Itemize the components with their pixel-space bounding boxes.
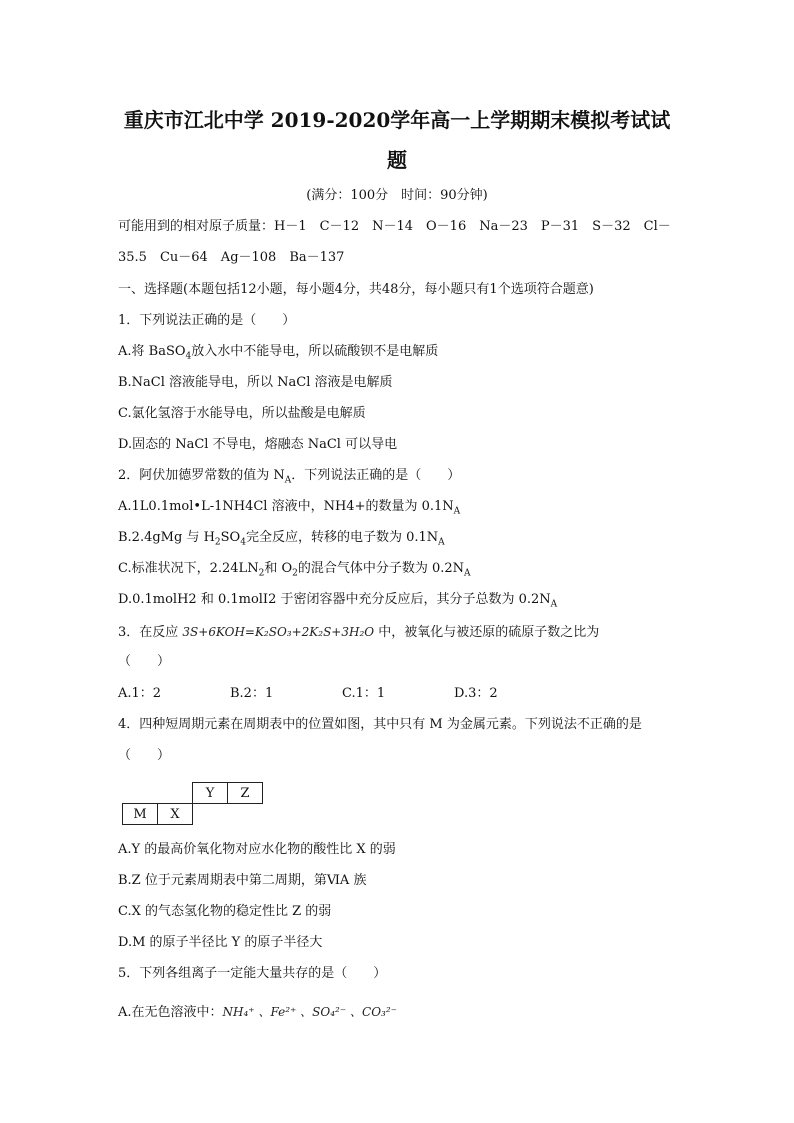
q3-stem-text: 3．在反应	[118, 625, 179, 640]
question-4-paren: （ ）	[118, 748, 171, 763]
q2-c-sub1: 2	[258, 568, 265, 579]
question-4-option-b: B.Z 位于元素周期表中第二周期，第ⅥA 族	[118, 873, 367, 888]
q3-equation: 3S+6KOH=K₂SO₃+2K₂S+3H₂O	[182, 625, 375, 639]
q1-a-sub: 4	[185, 351, 192, 362]
question-3-stem	[118, 622, 688, 643]
cell-y: Y	[193, 783, 228, 804]
question-2-option-d	[118, 590, 688, 615]
q2-b-mid: SO	[220, 530, 241, 545]
question-1-option-d: D.固态的 NaCl 不导电，熔融态 NaCl 可以导电	[118, 437, 398, 452]
question-5-option-a	[118, 1002, 688, 1023]
question-4-stem: 4．四种短周期元素在周期表中的位置如图，其中只有 M 为金属元素。下列说法不正确的是	[118, 717, 642, 732]
q3-option-a: A.1：2	[118, 686, 162, 701]
q2-b-text-post: 完全反应，转移的电子数为 0.1N	[245, 530, 439, 545]
atomic-mass-line2: 35.5 Cu－64 Ag－108 Ba－137	[118, 250, 345, 265]
q2-b-sub3: A	[438, 537, 445, 548]
question-1-option-c: C.氯化氢溶于水能导电，所以盐酸是电解质	[118, 406, 366, 421]
q3-stem-text-post: 中，被氧化与被还原的硫原子数之比为	[378, 625, 600, 640]
q3-option-c: C.1：1	[342, 686, 386, 701]
page-title-line1: 重庆市江北中学 2019-2020学年高一上学期期末模拟考试试	[123, 108, 671, 132]
q5-a-text: A.在无色溶液中：	[118, 1005, 223, 1020]
q1-a-text: A.将 BaSO	[118, 344, 186, 359]
q2-stem-sub: A	[284, 475, 292, 486]
section-heading: 一、选择题(本题包括12小题，每小题4分，共48分，每小题只有1个选项符合题意)	[118, 282, 594, 297]
cell-x: X	[158, 804, 193, 825]
q1-a-text-post: 放入水中不能导电，所以硫酸钡不是电解质	[191, 344, 439, 359]
question-2-stem	[118, 466, 688, 491]
page-title-line2: 题	[387, 148, 407, 172]
q2-c-text: C.标准状况下，2.24LN	[118, 561, 259, 576]
question-5-stem: 5．下列各组离子一定能大量共存的是（ ）	[118, 966, 387, 981]
periodic-row-2	[123, 804, 263, 825]
q2-stem-text: 2．阿伏加德罗常数的值为 N	[118, 468, 285, 483]
q2-stem-text-post: ．下列说法正确的是（ ）	[291, 468, 461, 483]
q2-a-text: A.1L0.1mol•L-1NH4Cl 溶液中，NH4+的数量为 0.1N	[118, 499, 454, 514]
cell-m: M	[123, 804, 158, 825]
q2-b-sub2: 4	[240, 537, 246, 548]
q2-d-text: D.0.1molH2 和 0.1molI2 于密闭容器中充分反应后，其分子总数为 0.2N	[118, 592, 551, 607]
periodic-table-fragment	[122, 782, 263, 825]
cell-empty	[158, 783, 193, 804]
cell-empty	[123, 783, 158, 804]
question-1-option-a	[118, 342, 688, 367]
atomic-mass-line1: 可能用到的相对原子质量：H－1 C－12 N－14 O－16 Na－23 P－31 S－32 Cl－	[118, 219, 671, 234]
question-1-stem: 1．下列说法正确的是（ ）	[118, 313, 296, 328]
cell-empty	[228, 804, 263, 825]
q3-option-d: D.3：2	[454, 686, 498, 701]
q3-option-b: B.2：1	[230, 686, 274, 701]
question-4-option-a: A.Y 的最高价氧化物对应水化物的酸性比 X 的弱	[118, 842, 396, 857]
question-2-option-b	[118, 528, 688, 553]
q2-c-sub3: A	[464, 568, 471, 579]
q2-a-sub: A	[453, 506, 461, 517]
q2-b-text: B.2.4gMg 与 H	[118, 530, 215, 545]
periodic-row-1	[123, 783, 263, 804]
q5-a-ions: NH₄⁺ 、Fe²⁺ 、SO₄²⁻ 、CO₃²⁻	[222, 1005, 397, 1019]
q2-b-sub1: 2	[214, 537, 221, 548]
q2-c-mid: 和 O	[264, 561, 293, 576]
q2-c-sub2: 2	[292, 568, 298, 579]
cell-empty	[193, 804, 228, 825]
cell-z: Z	[228, 783, 263, 804]
question-2-option-c	[118, 559, 688, 584]
question-4-option-c: C.X 的气态氢化物的稳定性比 Z 的弱	[118, 904, 332, 919]
q2-c-text-post: 的混合气体中分子数为 0.2N	[297, 561, 465, 576]
question-2-option-a	[118, 497, 688, 522]
exam-info: (满分：100分 时间：90分钟)	[306, 188, 488, 203]
question-3-paren: （ ）	[118, 654, 171, 669]
question-4-option-d: D.M 的原子半径比 Y 的原子半径大	[118, 935, 323, 950]
question-1-option-b: B.NaCl 溶液能导电，所以 NaCl 溶液是电解质	[118, 375, 393, 390]
question-3-options	[118, 684, 688, 704]
q2-d-sub: A	[550, 599, 558, 610]
